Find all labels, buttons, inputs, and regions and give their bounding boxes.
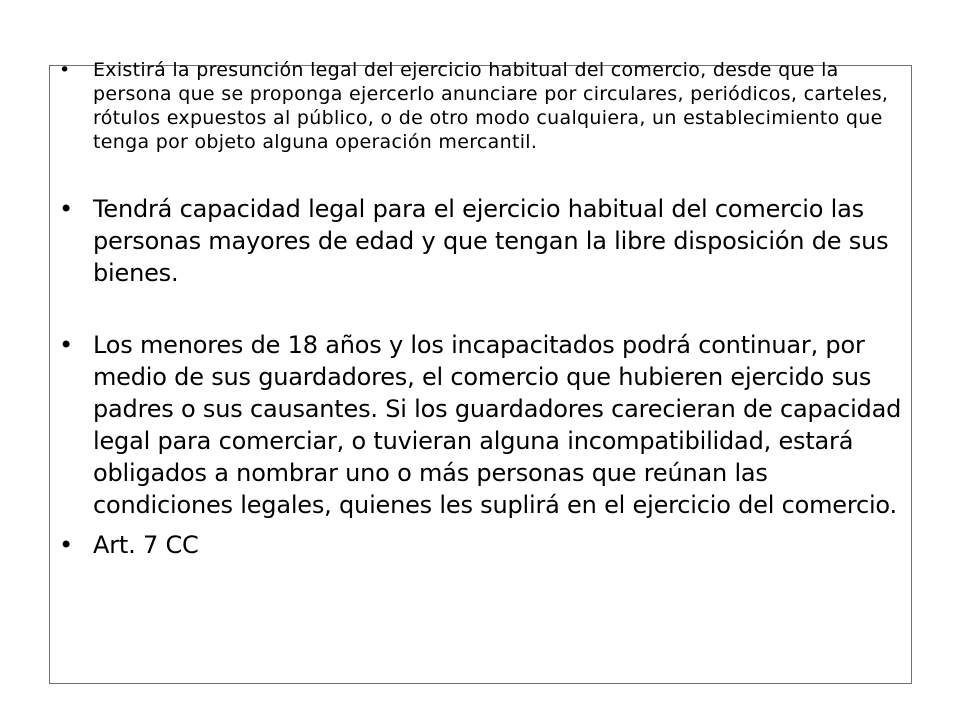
bullet-item-articulo: [57, 529, 907, 561]
bullet-text: Los menores de 18 años y los incapacitados podrá continuar, por medio de sus guardadores, el comercio que hubieren ejercido sus padres o sus causantes. Si los guardadores carecieran de capacidad legal para comerciar, o tuvieran alguna incompatibilidad, estará obligados a nombrar uno o más personas que reúnan las condiciones legales, quienes les suplirá en el ejercicio del comercio.: [93, 331, 902, 519]
bullet-dot-icon: •: [59, 195, 73, 223]
bullet-list: [57, 58, 907, 569]
bullet-item-capacidad: [57, 193, 907, 289]
bullet-dot-icon: •: [59, 331, 73, 359]
bullet-text: Tendrá capacidad legal para el ejercicio habitual del comercio las personas mayores de edad y que tengan la libre disposición de sus bienes.: [93, 195, 889, 287]
bullet-item-menores: [57, 329, 907, 521]
bullet-text: Existirá la presunción legal del ejercicio habitual del comercio, desde que la persona que se proponga ejercerlo anunciare por circulares, periódicos, carteles, rótulos expuestos al público, o de otro modo cualquiera, un establecimiento que tenga por objeto alguna operación mercantil.: [93, 59, 889, 153]
bullet-dot-icon: •: [59, 531, 73, 559]
bullet-text: Art. 7 CC: [93, 531, 199, 559]
bullet-item-presuncion: [57, 58, 907, 154]
bullet-dot-icon: •: [59, 59, 71, 81]
